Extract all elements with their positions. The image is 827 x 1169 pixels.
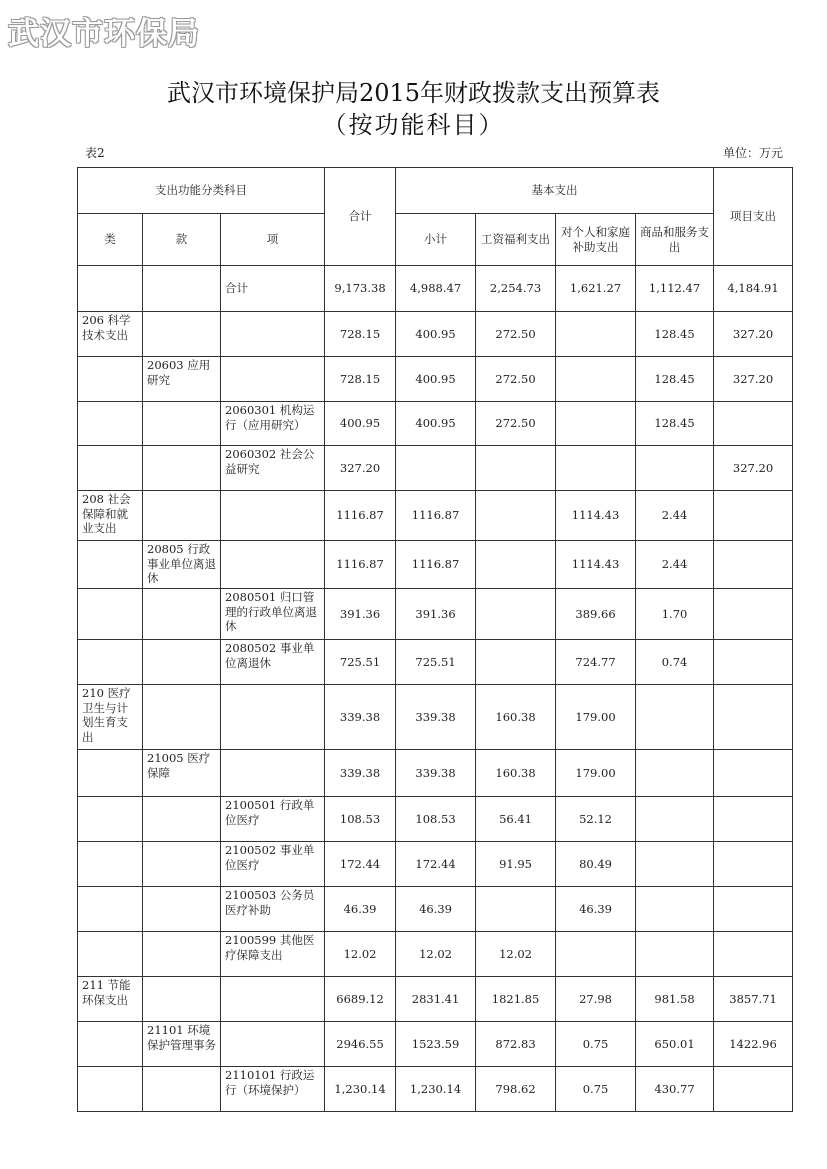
cell-goods [636, 842, 714, 887]
cell-lei: 210 医疗卫生与计划生育支出 [78, 685, 143, 750]
cell-goods: 2.44 [636, 491, 714, 541]
cell-subtotal: 1523.59 [396, 1022, 476, 1067]
cell-kuan: 21005 医疗保障 [143, 750, 221, 797]
header-lei: 类 [78, 214, 143, 266]
cell-lei [78, 541, 143, 589]
cell-xiang: 合计 [221, 266, 325, 312]
cell-total: 1116.87 [325, 491, 396, 541]
cell-project [714, 491, 793, 541]
cell-project [714, 402, 793, 446]
cell-goods: 1,112.47 [636, 266, 714, 312]
cell-wages: 2,254.73 [476, 266, 556, 312]
cell-kuan [143, 842, 221, 887]
cell-wages [476, 589, 556, 640]
cell-project [714, 842, 793, 887]
cell-personal [556, 357, 636, 402]
table-row [78, 932, 793, 977]
cell-goods [636, 685, 714, 750]
cell-kuan [143, 977, 221, 1022]
cell-personal: 0.75 [556, 1022, 636, 1067]
cell-subtotal: 1,230.14 [396, 1067, 476, 1112]
table-row [78, 266, 793, 312]
header-personal: 对个人和家庭补助支出 [556, 214, 636, 266]
cell-kuan [143, 589, 221, 640]
cell-subtotal: 725.51 [396, 640, 476, 685]
cell-lei [78, 797, 143, 842]
cell-lei [78, 1067, 143, 1112]
table-row [78, 1067, 793, 1112]
unit-label: 单位：万元 [722, 146, 783, 160]
cell-subtotal: 172.44 [396, 842, 476, 887]
cell-project: 327.20 [714, 357, 793, 402]
cell-xiang [221, 1022, 325, 1067]
cell-goods: 430.77 [636, 1067, 714, 1112]
cell-goods: 2.44 [636, 541, 714, 589]
cell-project [714, 685, 793, 750]
cell-wages: 1821.85 [476, 977, 556, 1022]
table-row [78, 640, 793, 685]
cell-lei [78, 887, 143, 932]
cell-total: 2946.55 [325, 1022, 396, 1067]
cell-xiang: 2100501 行政单位医疗 [221, 797, 325, 842]
cell-wages: 91.95 [476, 842, 556, 887]
cell-total: 108.53 [325, 797, 396, 842]
cell-personal: 0.75 [556, 1067, 636, 1112]
cell-total: 339.38 [325, 750, 396, 797]
cell-subtotal: 46.39 [396, 887, 476, 932]
cell-subtotal: 1116.87 [396, 541, 476, 589]
cell-wages [476, 887, 556, 932]
header-goods: 商品和服务支出 [636, 214, 714, 266]
cell-personal: 27.98 [556, 977, 636, 1022]
cell-project [714, 589, 793, 640]
cell-project [714, 932, 793, 977]
cell-total: 728.15 [325, 357, 396, 402]
cell-personal: 179.00 [556, 685, 636, 750]
cell-xiang: 2100502 事业单位医疗 [221, 842, 325, 887]
cell-total: 400.95 [325, 402, 396, 446]
cell-wages: 56.41 [476, 797, 556, 842]
cell-project [714, 797, 793, 842]
cell-total: 6689.12 [325, 977, 396, 1022]
cell-lei [78, 266, 143, 312]
cell-wages: 160.38 [476, 685, 556, 750]
page-title: 武汉市环境保护局2015年财政拨款支出预算表 [166, 79, 661, 107]
cell-goods [636, 446, 714, 491]
cell-personal [556, 312, 636, 357]
cell-total: 725.51 [325, 640, 396, 685]
cell-lei [78, 357, 143, 402]
cell-goods [636, 932, 714, 977]
cell-xiang: 2060301 机构运行（应用研究） [221, 402, 325, 446]
cell-lei: 208 社会保障和就业支出 [78, 491, 143, 541]
cell-total: 1,230.14 [325, 1067, 396, 1112]
page-subtitle: （按功能科目） [322, 111, 505, 139]
cell-lei [78, 589, 143, 640]
cell-wages: 272.50 [476, 312, 556, 357]
cell-kuan [143, 887, 221, 932]
cell-project: 3857.71 [714, 977, 793, 1022]
cell-project [714, 887, 793, 932]
cell-personal [556, 402, 636, 446]
cell-xiang: 2080502 事业单位离退休 [221, 640, 325, 685]
cell-xiang: 2110101 行政运行（环境保护） [221, 1067, 325, 1112]
cell-kuan [143, 932, 221, 977]
cell-xiang [221, 312, 325, 357]
cell-personal: 724.77 [556, 640, 636, 685]
cell-lei [78, 1022, 143, 1067]
cell-xiang: 2080501 归口管理的行政单位离退休 [221, 589, 325, 640]
cell-personal: 1114.43 [556, 541, 636, 589]
cell-lei [78, 842, 143, 887]
cell-goods [636, 887, 714, 932]
cell-kuan [143, 640, 221, 685]
cell-goods: 128.45 [636, 312, 714, 357]
cell-goods: 1.70 [636, 589, 714, 640]
cell-subtotal: 4,988.47 [396, 266, 476, 312]
table-row [78, 491, 793, 541]
header-total: 合计 [325, 168, 396, 266]
cell-total: 9,173.38 [325, 266, 396, 312]
cell-kuan: 20805 行政事业单位离退休 [143, 541, 221, 589]
cell-personal [556, 446, 636, 491]
cell-total: 728.15 [325, 312, 396, 357]
cell-subtotal: 391.36 [396, 589, 476, 640]
cell-kuan [143, 266, 221, 312]
table-row [78, 446, 793, 491]
budget-table [77, 167, 793, 1112]
cell-total: 46.39 [325, 887, 396, 932]
watermark-logo: 武汉市环保局 [8, 16, 200, 52]
cell-personal: 1114.43 [556, 491, 636, 541]
cell-subtotal: 339.38 [396, 685, 476, 750]
cell-wages: 160.38 [476, 750, 556, 797]
table-row [78, 402, 793, 446]
cell-goods [636, 797, 714, 842]
cell-wages: 272.50 [476, 357, 556, 402]
cell-personal: 46.39 [556, 887, 636, 932]
cell-personal: 52.12 [556, 797, 636, 842]
cell-total: 1116.87 [325, 541, 396, 589]
cell-project [714, 750, 793, 797]
cell-total: 172.44 [325, 842, 396, 887]
table-row [78, 1022, 793, 1067]
table-row [78, 357, 793, 402]
header-project: 项目支出 [714, 168, 793, 266]
table-row [78, 797, 793, 842]
cell-project [714, 640, 793, 685]
cell-xiang: 2060302 社会公益研究 [221, 446, 325, 491]
cell-lei [78, 640, 143, 685]
cell-xiang [221, 685, 325, 750]
cell-wages: 272.50 [476, 402, 556, 446]
cell-xiang: 2100599 其他医疗保障支出 [221, 932, 325, 977]
cell-wages: 872.83 [476, 1022, 556, 1067]
cell-kuan [143, 1067, 221, 1112]
cell-subtotal: 2831.41 [396, 977, 476, 1022]
cell-wages [476, 541, 556, 589]
cell-project: 327.20 [714, 446, 793, 491]
header-xiang: 项 [221, 214, 325, 266]
cell-project [714, 541, 793, 589]
cell-personal: 1,621.27 [556, 266, 636, 312]
cell-goods [636, 750, 714, 797]
cell-xiang [221, 541, 325, 589]
table-row [78, 887, 793, 932]
table-row [78, 685, 793, 750]
cell-total: 391.36 [325, 589, 396, 640]
cell-personal: 80.49 [556, 842, 636, 887]
cell-subtotal: 400.95 [396, 402, 476, 446]
cell-total: 12.02 [325, 932, 396, 977]
cell-wages: 12.02 [476, 932, 556, 977]
cell-goods: 650.01 [636, 1022, 714, 1067]
cell-personal: 389.66 [556, 589, 636, 640]
cell-lei [78, 932, 143, 977]
cell-kuan: 20603 应用研究 [143, 357, 221, 402]
header-wages: 工资福利支出 [476, 214, 556, 266]
cell-subtotal: 1116.87 [396, 491, 476, 541]
table-row [78, 589, 793, 640]
table-row [78, 842, 793, 887]
cell-lei: 211 节能环保支出 [78, 977, 143, 1022]
cell-goods: 128.45 [636, 402, 714, 446]
table-row [78, 977, 793, 1022]
cell-kuan [143, 446, 221, 491]
cell-total: 339.38 [325, 685, 396, 750]
cell-goods: 128.45 [636, 357, 714, 402]
cell-personal [556, 932, 636, 977]
cell-total: 327.20 [325, 446, 396, 491]
cell-wages [476, 491, 556, 541]
cell-project [714, 1067, 793, 1112]
cell-kuan [143, 312, 221, 357]
header-subtotal: 小计 [396, 214, 476, 266]
cell-xiang [221, 357, 325, 402]
cell-subtotal [396, 446, 476, 491]
cell-lei [78, 750, 143, 797]
cell-subtotal: 12.02 [396, 932, 476, 977]
cell-xiang [221, 977, 325, 1022]
table-row [78, 750, 793, 797]
cell-personal: 179.00 [556, 750, 636, 797]
cell-kuan [143, 402, 221, 446]
cell-subtotal: 108.53 [396, 797, 476, 842]
cell-project: 1422.96 [714, 1022, 793, 1067]
cell-subtotal: 339.38 [396, 750, 476, 797]
cell-subtotal: 400.95 [396, 312, 476, 357]
table-row [78, 541, 793, 589]
header-kuan: 款 [143, 214, 221, 266]
cell-project: 327.20 [714, 312, 793, 357]
cell-kuan [143, 685, 221, 750]
cell-goods: 0.74 [636, 640, 714, 685]
cell-lei [78, 402, 143, 446]
cell-kuan [143, 797, 221, 842]
cell-xiang: 2100503 公务员医疗补助 [221, 887, 325, 932]
header-basic-group: 基本支出 [396, 168, 714, 214]
cell-wages [476, 446, 556, 491]
cell-lei [78, 446, 143, 491]
cell-goods: 981.58 [636, 977, 714, 1022]
cell-xiang [221, 750, 325, 797]
cell-xiang [221, 491, 325, 541]
header-category-group: 支出功能分类科目 [78, 168, 325, 214]
table-number: 表2 [85, 146, 105, 160]
cell-wages [476, 640, 556, 685]
cell-project: 4,184.91 [714, 266, 793, 312]
table-row [78, 312, 793, 357]
cell-kuan [143, 491, 221, 541]
cell-kuan: 21101 环境保护管理事务 [143, 1022, 221, 1067]
cell-subtotal: 400.95 [396, 357, 476, 402]
cell-lei: 206 科学技术支出 [78, 312, 143, 357]
cell-wages: 798.62 [476, 1067, 556, 1112]
